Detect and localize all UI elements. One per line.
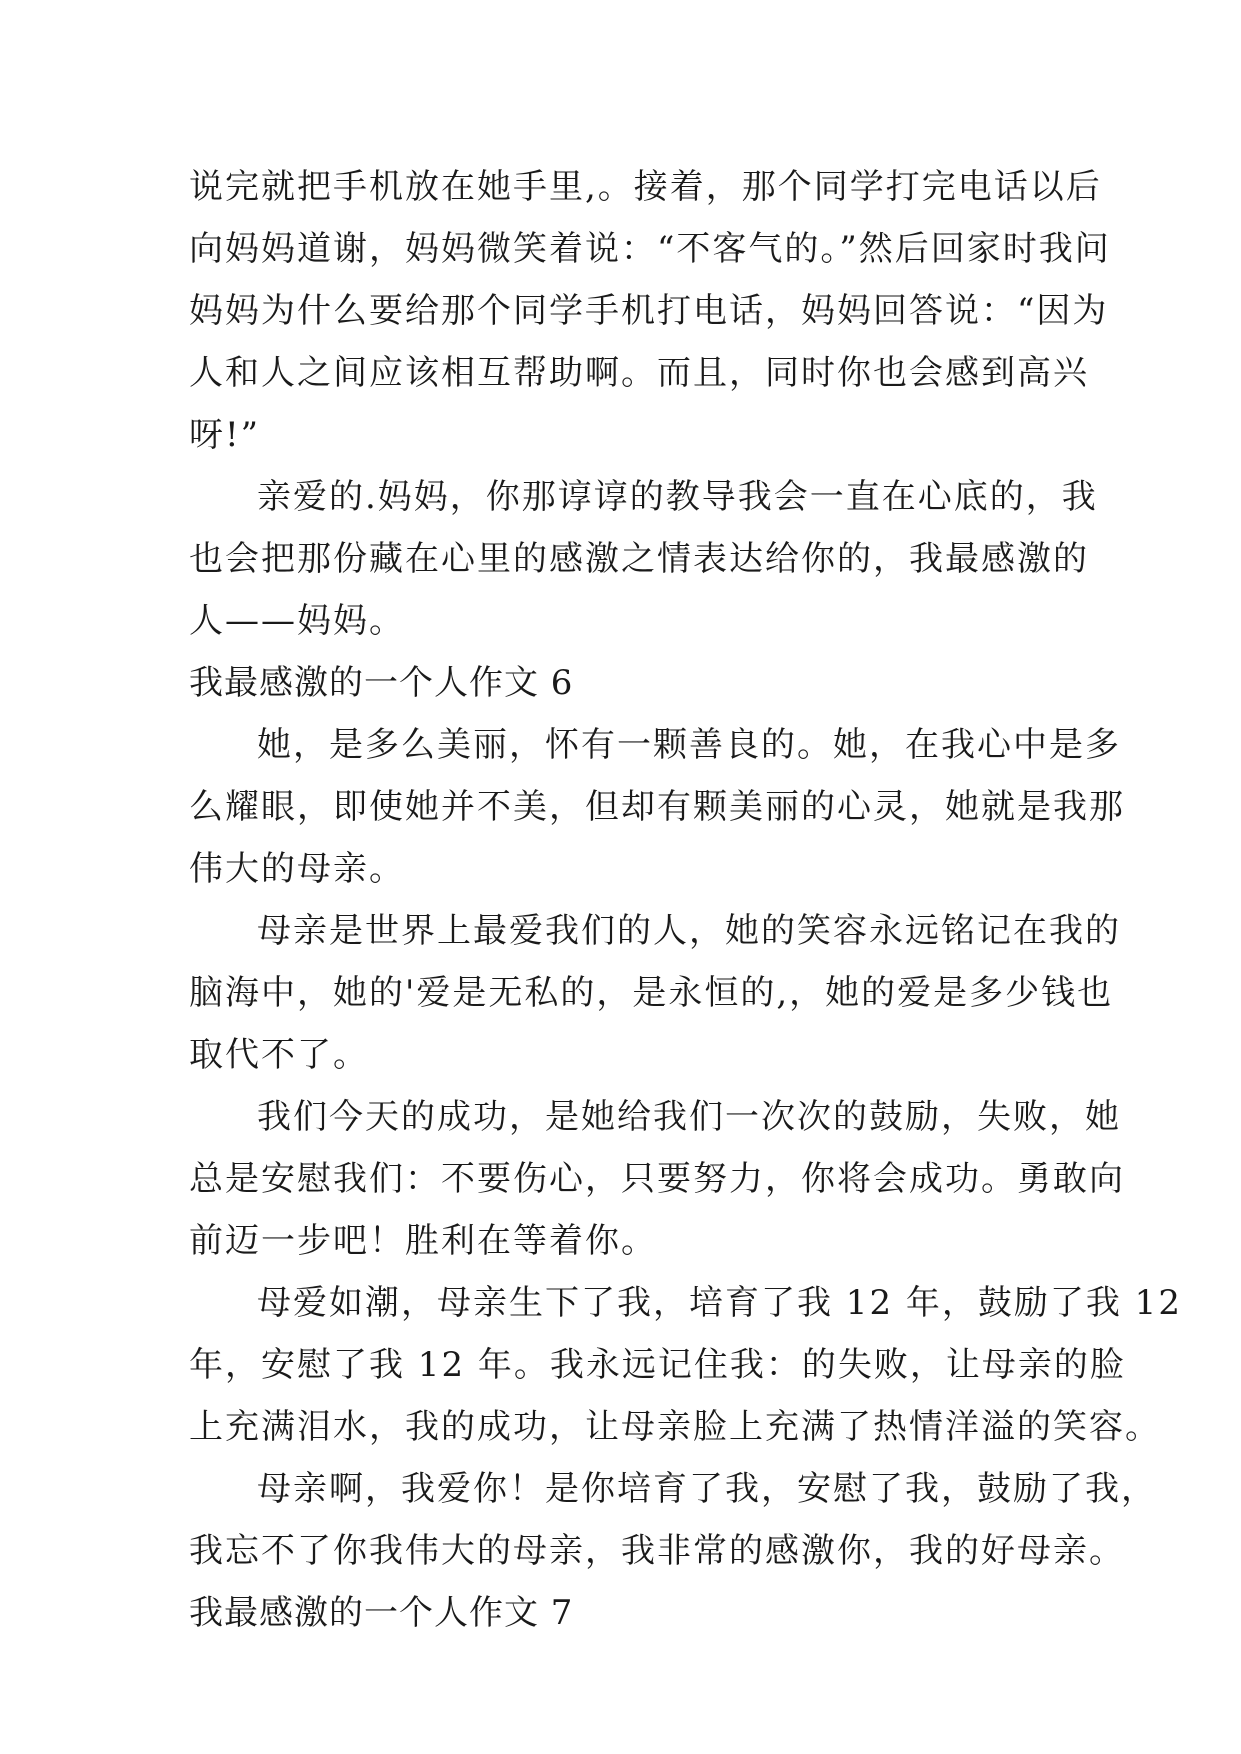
text-line: 总是安慰我们：不要伤心，只要努力，你将会成功。勇敢向 (189, 1159, 1125, 1199)
text-line: 么耀眼，即使她并不美，但却有颗美丽的心灵，她就是我那 (189, 787, 1125, 827)
paragraph-first-line: 母亲啊，我爱你！是你培育了我，安慰了我，鼓励了我， (257, 1469, 1157, 1509)
text-line: 向妈妈道谢，妈妈微笑着说：“不客气的。”然后回家时我问 (189, 229, 1111, 269)
paragraph-first-line: 母亲是世界上最爱我们的人，她的笑容永远铭记在我的 (257, 911, 1121, 951)
text-line: 妈妈为什么要给那个同学手机打电话，妈妈回答说：“因为 (189, 291, 1109, 331)
text-line: 取代不了。 (189, 1035, 369, 1075)
text-line: 也会把那份藏在心里的感激之情表达给你的，我最感激的 (189, 539, 1089, 579)
text-line: 呀!” (189, 415, 261, 455)
paragraph-first-line: 我们今天的成功，是她给我们一次次的鼓励，失败，她 (257, 1097, 1121, 1137)
text-line: 伟大的母亲。 (189, 849, 405, 889)
paragraph-first-line: 亲爱的.妈妈，你那谆谆的教导我会一直在心底的，我 (257, 477, 1098, 517)
paragraph-first-line: 她，是多么美丽，怀有一颗善良的。她，在我心中是多 (257, 725, 1121, 765)
section-heading: 我最感激的一个人作文 7 (189, 1593, 574, 1633)
text-line: 上充满泪水，我的成功，让母亲脸上充满了热情洋溢的笑容。 (189, 1407, 1161, 1447)
text-line: 我忘不了你我伟大的母亲，我非常的感激你，我的好母亲。 (189, 1531, 1125, 1571)
text-line: 前迈一步吧！胜利在等着你。 (189, 1221, 657, 1261)
text-line: 年，安慰了我 12 年。我永远记住我：的失败，让母亲的脸 (189, 1345, 1126, 1385)
text-line: 说完就把手机放在她手里,。接着，那个同学打完电话以后 (189, 167, 1102, 207)
document-body (189, 156, 1182, 1644)
section-heading: 我最感激的一个人作文 6 (189, 663, 574, 703)
text-line: 人——妈妈。 (189, 601, 405, 641)
paragraph-first-line: 母爱如潮，母亲生下了我，培育了我 12 年，鼓励了我 12 (257, 1283, 1182, 1323)
text-line: 脑海中，她的'爱是无私的，是永恒的,，她的爱是多少钱也 (189, 973, 1114, 1013)
text-line: 人和人之间应该相互帮助啊。而且，同时你也会感到高兴 (189, 353, 1089, 393)
